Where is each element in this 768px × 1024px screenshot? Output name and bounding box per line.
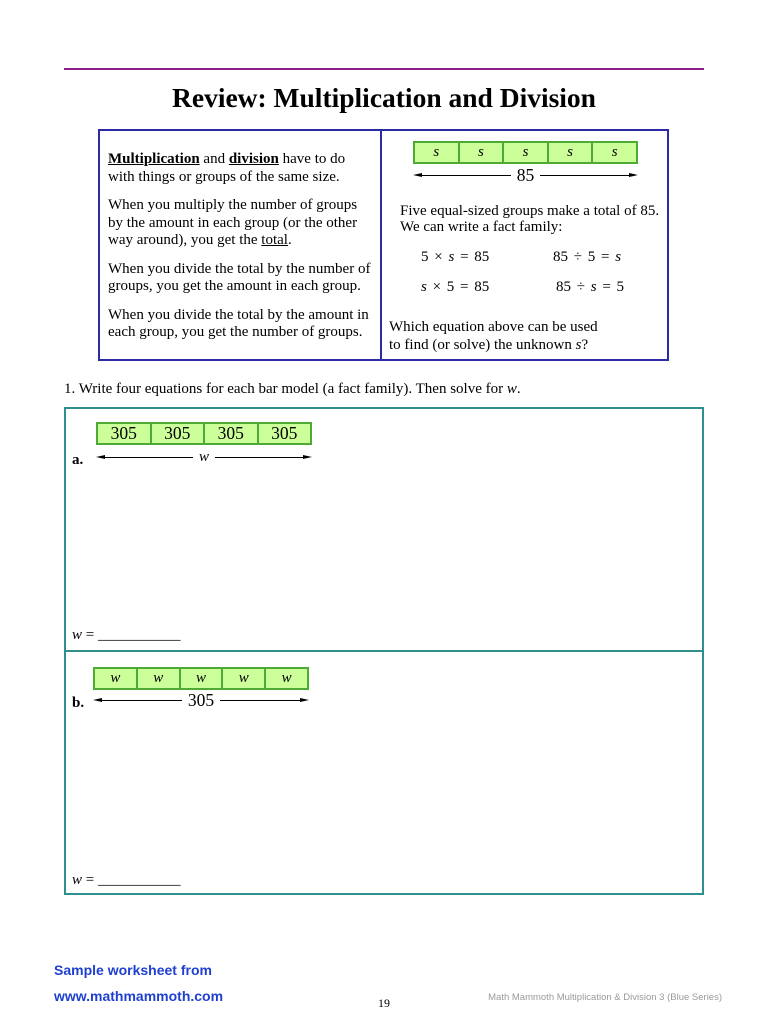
fact-family-equation: [553, 248, 621, 266]
concept-paragraph: [108, 197, 380, 250]
concept-paragraph: [108, 151, 380, 186]
answer-line: [72, 626, 180, 644]
text-line: When you divide the total by the amount in: [108, 306, 369, 323]
text-segment: 1. Write four equations for each bar model (a fact family). Then solve for: [64, 381, 507, 397]
page-title: Review: Multiplication and Division: [172, 82, 596, 113]
text-line: Five equal-sized groups make a total of 85.: [400, 203, 660, 219]
text-segment: to find (or solve) the unknown: [389, 337, 576, 353]
concept-example: [382, 131, 667, 359]
bar-total-label: 85: [516, 165, 535, 185]
book-title: Math Mammoth Multiplication & Division 3 (Blue Series): [488, 992, 722, 1003]
question-variable: s: [575, 337, 582, 353]
bar-cell: s: [503, 142, 548, 163]
concept-explanation: [100, 131, 382, 359]
equation-part: 85 ÷: [556, 279, 591, 295]
prompt-variable: w: [506, 381, 517, 397]
answer-blank: ___________: [97, 627, 181, 643]
page-number: 19: [378, 996, 390, 1010]
bar-total-arrow: [96, 447, 312, 467]
bar-total-label: 305: [187, 690, 215, 710]
bar-cell: 305: [151, 423, 205, 444]
answer-relation: =: [82, 627, 98, 643]
arrowhead-right-icon: [303, 455, 312, 459]
text-line: groups, you get the amount in each group.: [108, 278, 361, 294]
bar-total-arrow: [93, 690, 309, 710]
mathmammoth-link[interactable]: www.mathmammoth.com: [54, 988, 224, 1004]
equation-variable: s: [590, 279, 597, 295]
fact-family-equation: [421, 278, 489, 296]
term-division: division: [228, 151, 279, 167]
bar-cell: s: [459, 142, 504, 163]
arrowhead-left-icon: [93, 698, 102, 702]
example-question: [389, 318, 598, 354]
arrow-line: [220, 700, 300, 701]
bar-cell: w: [222, 668, 265, 689]
bar-total-arrow: [413, 165, 638, 185]
answer-blank: ___________: [97, 872, 181, 888]
arrow-line: [422, 175, 511, 176]
concept-box: [98, 129, 669, 361]
arrow-line: [215, 457, 303, 458]
equation-variable: s: [421, 279, 427, 295]
text-line: [389, 336, 598, 354]
bar-model-a: [96, 422, 312, 445]
text-line: When you divide the total by the number of: [108, 260, 371, 277]
text-line: [108, 232, 380, 250]
bar-cell: w: [137, 668, 180, 689]
example-intro: [400, 203, 659, 235]
bar-model-b: [93, 667, 309, 690]
bar-model-example: [413, 141, 638, 164]
bar-cell: 305: [97, 423, 151, 444]
bar-cell: 305: [258, 423, 312, 444]
text-line: with things or groups of the same size.: [108, 168, 340, 185]
text-line: each group, you get the number of groups.: [108, 324, 363, 340]
term-multiplication: Multiplication: [108, 151, 200, 167]
text-line: Which equation above can be used: [389, 319, 598, 335]
promo-text: Sample worksheet from: [54, 962, 212, 978]
exercise-prompt: [64, 380, 521, 398]
exercise-part-b: [66, 652, 702, 893]
bar-cell: w: [265, 668, 308, 689]
exercise-part-a: [66, 409, 702, 652]
bar-cell: w: [180, 668, 223, 689]
equation-part: = 85: [454, 249, 490, 265]
bar-cell: s: [548, 142, 593, 163]
answer-relation: =: [82, 872, 98, 888]
arrowhead-left-icon: [413, 173, 422, 177]
bar-cell: w: [94, 668, 137, 689]
text-line: [108, 151, 380, 169]
fact-family-equation: [421, 248, 489, 266]
equation-variable: s: [448, 249, 455, 265]
part-label: a.: [72, 452, 84, 468]
arrowhead-right-icon: [300, 698, 309, 702]
text-line: We can write a fact family:: [400, 219, 563, 235]
text-line: When you multiply the number of groups: [108, 197, 358, 213]
arrow-line: [540, 175, 629, 176]
part-label: b.: [72, 695, 85, 711]
answer-variable: w: [72, 627, 83, 643]
arrowhead-right-icon: [629, 173, 638, 177]
text-segment: .: [287, 232, 292, 248]
arrowhead-left-icon: [96, 455, 105, 459]
bar-total-label: w: [199, 449, 210, 465]
concept-paragraph: [108, 307, 380, 342]
text-segment: have to do: [278, 151, 346, 167]
text-line: by the amount in each group (or the other: [108, 214, 358, 231]
answer-line: [72, 871, 180, 889]
equation-part: × 5 = 85: [426, 279, 490, 295]
equation-part: 5 ×: [421, 249, 449, 265]
concept-paragraph: [108, 261, 380, 296]
text-segment: .: [516, 381, 521, 397]
text-segment: way around), you get the: [108, 232, 262, 248]
exercise-box: [64, 407, 704, 895]
bar-cell: s: [592, 142, 637, 163]
equation-part: 85 ÷ 5 =: [553, 249, 616, 265]
term-total: total: [261, 232, 288, 248]
arrow-line: [102, 700, 182, 701]
answer-variable: w: [72, 872, 83, 888]
text-segment: ?: [581, 337, 589, 353]
equation-variable: s: [615, 249, 622, 265]
bar-cell: 305: [204, 423, 258, 444]
arrow-line: [105, 457, 193, 458]
text-segment: and: [199, 151, 229, 167]
title-rule: [64, 68, 704, 70]
bar-cell: s: [414, 142, 459, 163]
equation-part: = 5: [596, 279, 625, 295]
fact-family-equation: [556, 278, 624, 296]
